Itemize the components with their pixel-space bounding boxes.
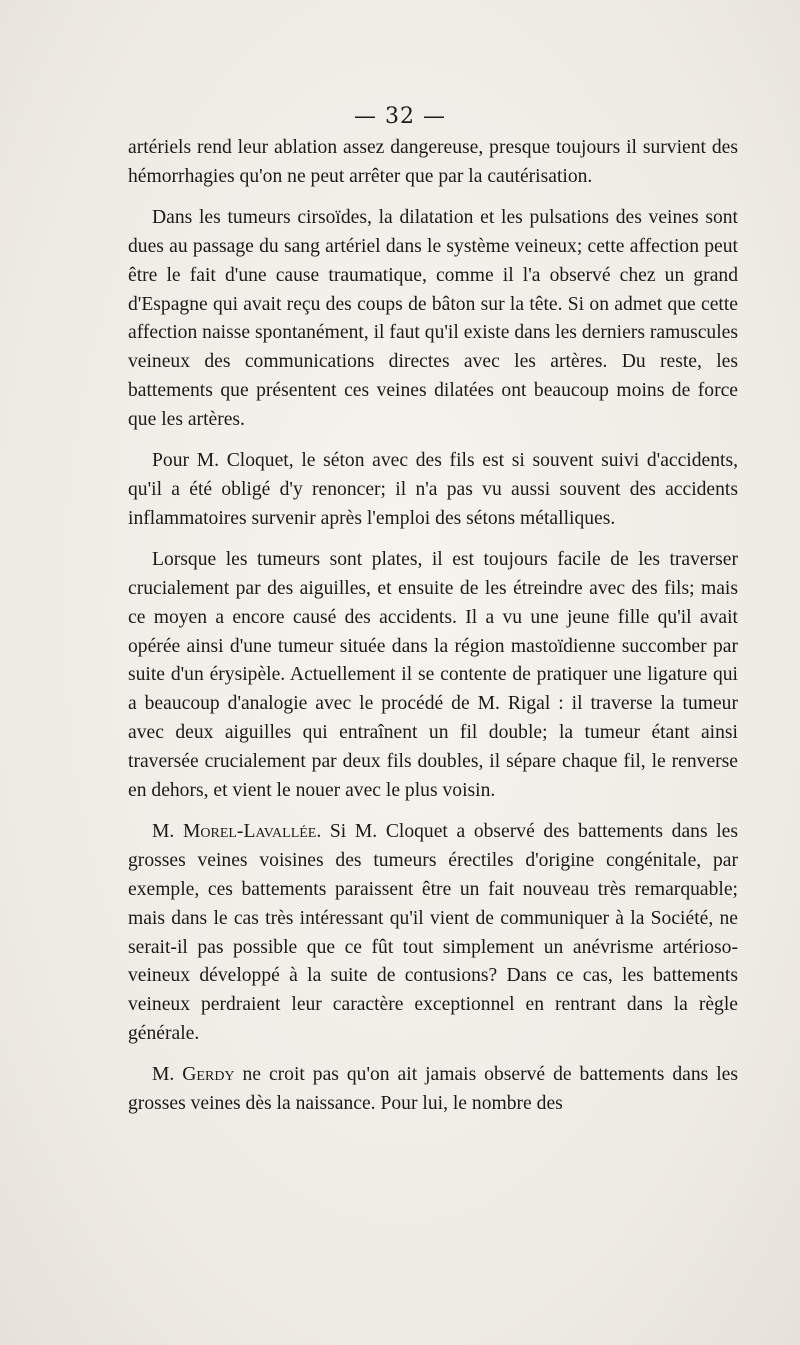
paragraph-text: Si M. Cloquet a observé des battements dans les grosses veines voisines des tumeurs érectiles d'origine congénitale, par exemple, ces battements paraissent être un fait nouveau très remarquable; mais dans le cas très intéressant qu'il vient de communiquer à la Société, ne serait-il pas possible que ce fût tout simplement un anévrisme artérioso-veineux développé à la suite de contusions? Dans ce cas, les battements veineux perdraient leur caractère exceptionnel en rentrant dans la règle générale. [128, 820, 738, 1045]
body-text [128, 134, 738, 1131]
paragraph: Lorsque les tumeurs sont plates, il est toujours facile de les traverser crucialement par des aiguilles, et ensuite de les étreindre avec des fils; mais ce moyen a encore causé des accidents. Il a vu une jeune fille qu'il avait opérée ainsi d'une tumeur située dans la région mastoïdienne succomber par suite d'un érysipèle. Actuellement il se contente de pratiquer une ligature qui a beaucoup d'analogie avec le procédé de M. Rigal : il traverse la tumeur avec deux aiguilles qui entraînent un fil double; la tumeur étant ainsi traversée crucialement par deux fils doubles, il sépare chaque fil, le renverse en dehors, et vient le nouer avec le plus voisin. [128, 548, 738, 802]
speaker-name: M. Morel-Lavallée. [152, 820, 322, 842]
speaker-name: M. Gerdy [152, 1064, 235, 1086]
page-number: — 32 — [354, 104, 446, 129]
paragraph: artériels rend leur ablation assez dangereuse, presque toujours il survient des hémorrhagies qu'on ne peut arrêter que par la cautérisation. [128, 137, 738, 187]
paragraph [128, 1061, 738, 1119]
paragraph: Pour M. Cloquet, le séton avec des fils est si souvent suivi d'accidents, qu'il a été obligé d'y renoncer; il n'a pas vu aussi souvent des accidents inflammatoires survenir après l'emploi des sétons métalliques. [128, 450, 738, 529]
paragraph [128, 818, 738, 1049]
paragraph: Dans les tumeurs cirsoïdes, la dilatation et les pulsations des veines sont dues au passage du sang artériel dans le système veineux; cette affection peut être le fait d'une cause traumatique, comme il l'a observé chez un grand d'Espagne qui avait reçu des coups de bâton sur la tête. Si on admet que cette affection naisse spontanément, il faut qu'il existe dans les derniers ramuscules veineux des communications directes avec les artères. Du reste, les battements que présentent ces veines dilatées ont beaucoup moins de force que les artères. [128, 206, 738, 431]
paragraph-text: ne croit pas qu'on ait jamais observé de battements dans les grosses veines dès la naissance. Pour lui, le nombre des [128, 1064, 738, 1115]
